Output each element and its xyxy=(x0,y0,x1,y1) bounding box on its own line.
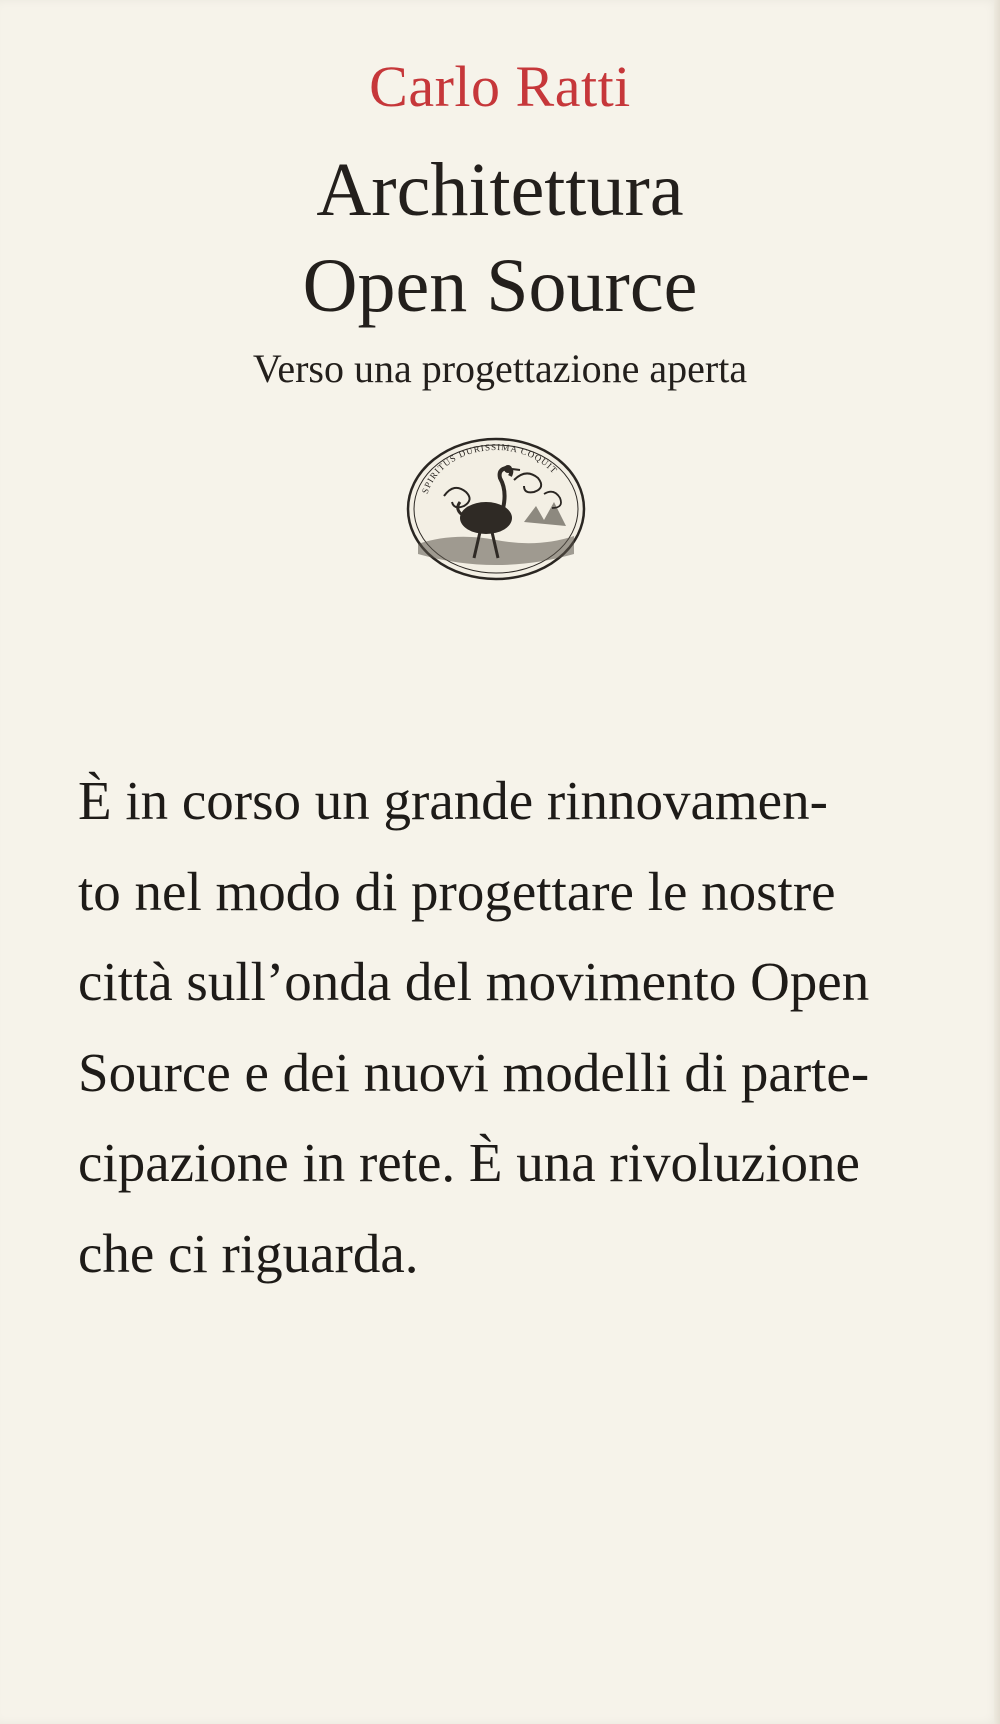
blurb-line-6: che ci riguarda. xyxy=(78,1222,419,1284)
ostrich-emblem-icon xyxy=(404,436,588,582)
title-line-2: Open Source xyxy=(302,244,698,328)
author-name: Carlo Ratti xyxy=(369,54,631,119)
blurb-line-1: È in corso un grande rinnovamen- xyxy=(78,770,828,831)
blurb-text xyxy=(78,756,928,1299)
book-title xyxy=(0,142,1000,334)
emblem-motto: SPIRITUS DURISSIMA COQUIT xyxy=(419,441,560,495)
blurb-line-4: Source e dei nuovi modelli di parte- xyxy=(78,1041,870,1103)
blurb-line-5: cipazione in rete. È una rivoluzione xyxy=(78,1132,860,1193)
title-line-1: Architettura xyxy=(316,148,684,232)
book-subtitle: Verso una progettazione aperta xyxy=(252,346,748,391)
blurb-line-3: città sull’onda del movimento Open xyxy=(78,951,870,1012)
blurb-line-2: to nel modo di progettare le nostre xyxy=(78,860,836,922)
